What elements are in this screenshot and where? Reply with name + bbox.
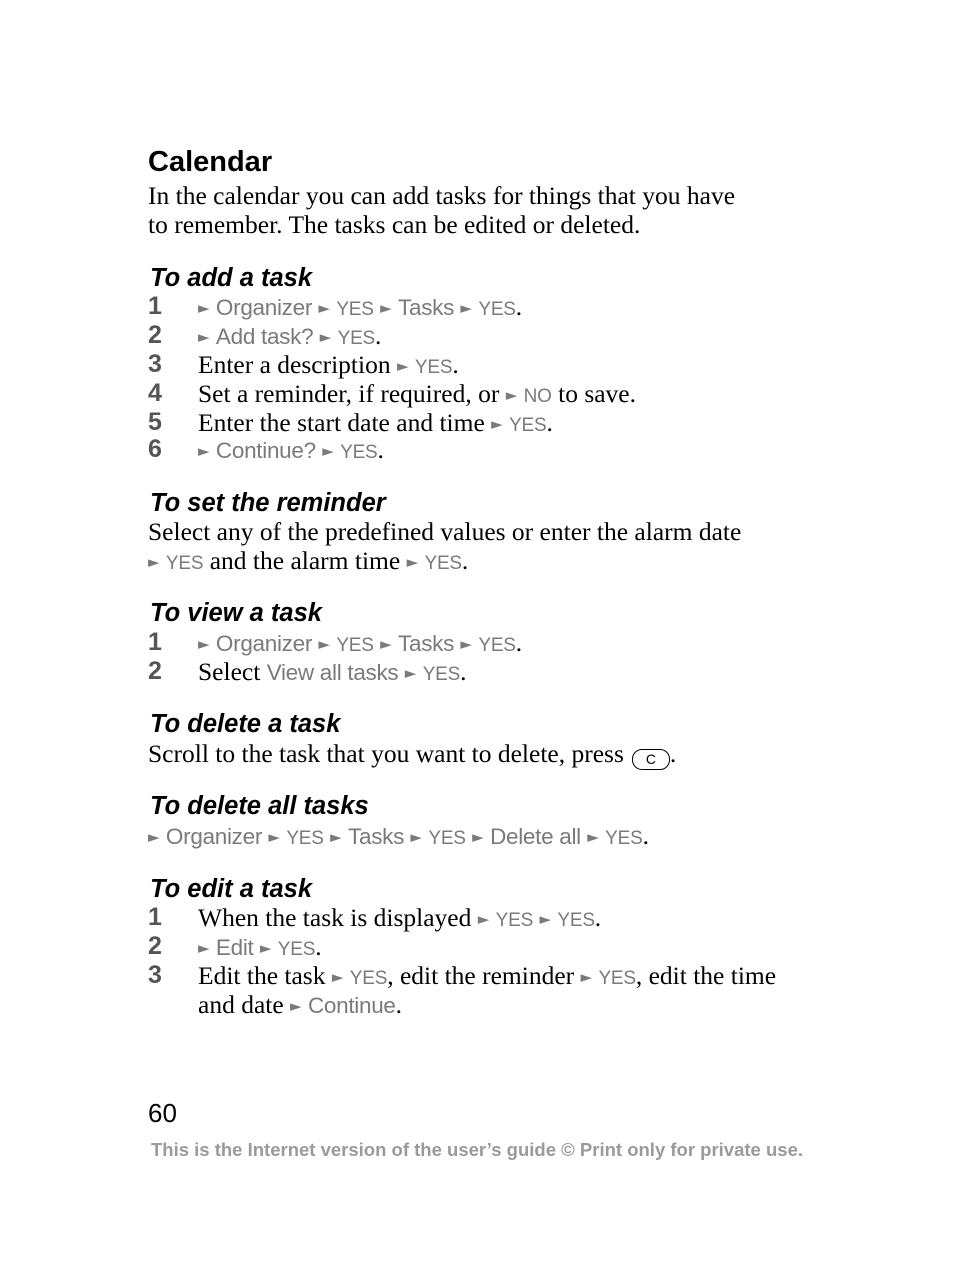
- page-title: Calendar: [148, 146, 273, 178]
- punctuation: .: [377, 435, 384, 464]
- menu-command: Organizer: [165, 824, 263, 849]
- step-text: [198, 628, 522, 660]
- arrow-icon: ►: [148, 553, 160, 571]
- key-label: YES: [414, 357, 453, 378]
- heading-set-reminder: To set the reminder: [150, 489, 386, 517]
- arrow-icon: ►: [580, 968, 593, 986]
- instruction: , edit the reminder: [387, 961, 575, 990]
- punctuation: .: [515, 628, 523, 657]
- heading-add-task: To add a task: [150, 264, 313, 292]
- step-text: [198, 292, 522, 324]
- heading-edit-task: To edit a task: [150, 875, 313, 903]
- instruction: and date: [198, 990, 284, 1019]
- step-number: 3: [148, 350, 162, 378]
- arrow-icon: ►: [406, 553, 419, 571]
- key-label: NO: [523, 386, 552, 407]
- step-number: 2: [148, 932, 162, 960]
- arrow-icon: ►: [198, 299, 210, 317]
- arrow-icon: ►: [198, 635, 210, 653]
- step-number: 1: [148, 292, 162, 320]
- arrow-icon: ►: [198, 939, 210, 957]
- footer-notice: This is the Internet version of the user’s guide © Print only for private use.: [150, 1139, 803, 1160]
- key-label: YES: [336, 299, 374, 320]
- punctuation: .: [460, 657, 467, 686]
- punctuation: .: [546, 408, 553, 437]
- instruction: Select: [198, 657, 261, 686]
- arrow-icon: ►: [319, 328, 332, 346]
- key-label: YES: [422, 664, 461, 685]
- punctuation: .: [315, 932, 322, 961]
- arrow-icon: ►: [290, 997, 302, 1015]
- key-label: YES: [478, 299, 516, 320]
- step-text: [198, 379, 636, 411]
- menu-command: Add task?: [215, 324, 314, 349]
- instruction: Enter the start date and time: [198, 408, 485, 437]
- arrow-icon: ►: [539, 910, 551, 928]
- step-number: 2: [148, 321, 162, 349]
- step-text: [198, 961, 776, 993]
- step-text: [198, 435, 384, 467]
- punctuation: .: [594, 903, 602, 932]
- reminder-line-2: [148, 546, 468, 578]
- key-label: YES: [557, 910, 595, 931]
- step-number: 3: [148, 961, 162, 989]
- arrow-icon: ►: [198, 328, 210, 346]
- arrow-icon: ►: [587, 828, 599, 846]
- key-label: YES: [509, 415, 547, 436]
- menu-command: Organizer: [215, 295, 313, 320]
- instruction-end: to save.: [558, 379, 637, 408]
- step-text: [198, 932, 322, 964]
- arrow-icon: ►: [460, 299, 472, 317]
- menu-command: Delete all: [490, 824, 581, 849]
- menu-command: View all tasks: [266, 660, 399, 685]
- key-label: YES: [165, 553, 204, 574]
- instruction: Edit the task: [198, 961, 326, 990]
- punctuation: .: [669, 739, 677, 768]
- step-text: [198, 321, 381, 353]
- key-label: YES: [336, 635, 374, 656]
- arrow-icon: ►: [460, 635, 472, 653]
- reminder-line-1: Select any of the predefined values or enter the alarm date: [148, 517, 742, 546]
- step-text: [198, 903, 601, 935]
- arrow-icon: ►: [330, 828, 342, 846]
- key-label: YES: [495, 910, 534, 931]
- arrow-icon: ►: [318, 299, 330, 317]
- arrow-icon: ►: [148, 828, 160, 846]
- key-label: YES: [598, 968, 636, 989]
- step-number: 2: [148, 657, 162, 685]
- punctuation: .: [515, 292, 523, 321]
- instruction: Scroll to the task that you want to delete, press: [148, 739, 624, 768]
- arrow-icon: ►: [198, 442, 210, 460]
- menu-command: Organizer: [215, 631, 313, 656]
- key-label: YES: [286, 828, 324, 849]
- arrow-icon: ►: [259, 939, 272, 957]
- step-text: [198, 350, 459, 382]
- arrow-icon: ►: [318, 635, 330, 653]
- key-label: YES: [424, 553, 462, 574]
- arrow-icon: ►: [331, 968, 344, 986]
- key-label: YES: [337, 328, 376, 349]
- key-label: YES: [349, 968, 388, 989]
- page-number: 60: [148, 1098, 177, 1128]
- step-number: 6: [148, 435, 162, 463]
- key-label: YES: [277, 939, 316, 960]
- arrow-icon: ►: [396, 357, 409, 375]
- arrow-icon: ►: [322, 442, 334, 460]
- arrow-icon: ►: [505, 386, 518, 404]
- intro-line-2: to remember. The tasks can be edited or deleted.: [148, 210, 641, 239]
- arrow-icon: ►: [380, 299, 392, 317]
- instruction: Set a reminder, if required, or: [198, 379, 500, 408]
- step-number: 1: [148, 903, 162, 931]
- key-label: YES: [340, 442, 378, 463]
- key-label: YES: [478, 635, 516, 656]
- arrow-icon: ►: [404, 664, 417, 682]
- delete-task-text: [148, 739, 676, 770]
- menu-command: Tasks: [398, 631, 455, 656]
- arrow-icon: ►: [491, 415, 503, 433]
- menu-command: Tasks: [398, 295, 455, 320]
- key-label: YES: [605, 828, 643, 849]
- punctuation: .: [375, 321, 382, 350]
- heading-delete-all: To delete all tasks: [150, 792, 369, 820]
- delete-all-path: [148, 821, 649, 853]
- menu-command: Tasks: [348, 824, 405, 849]
- punctuation: .: [642, 821, 649, 850]
- c-key-icon: C: [632, 749, 670, 770]
- step-number: 4: [148, 379, 162, 407]
- instruction: , edit the time: [635, 961, 777, 990]
- menu-command: Continue: [307, 993, 396, 1018]
- step-number: 1: [148, 628, 162, 656]
- reminder-mid-text: and the alarm time: [209, 546, 401, 575]
- heading-delete-task: To delete a task: [150, 710, 341, 738]
- arrow-icon: ►: [380, 635, 392, 653]
- heading-view-task: To view a task: [150, 599, 322, 627]
- menu-command: Edit: [215, 935, 254, 960]
- instruction: When the task is displayed: [198, 903, 472, 932]
- step-text: [198, 657, 466, 689]
- key-label: YES: [428, 828, 466, 849]
- arrow-icon: ►: [472, 828, 484, 846]
- intro-line-1: In the calendar you can add tasks for things that you have: [148, 181, 736, 210]
- arrow-icon: ►: [410, 828, 422, 846]
- menu-command: Continue?: [215, 438, 316, 463]
- punctuation: .: [461, 546, 469, 575]
- punctuation: .: [395, 990, 403, 1019]
- step-text: [198, 990, 402, 1021]
- step-number: 5: [148, 408, 162, 436]
- arrow-icon: ►: [477, 910, 490, 928]
- arrow-icon: ►: [268, 828, 280, 846]
- punctuation: .: [452, 350, 459, 379]
- instruction: Enter a description: [198, 350, 391, 379]
